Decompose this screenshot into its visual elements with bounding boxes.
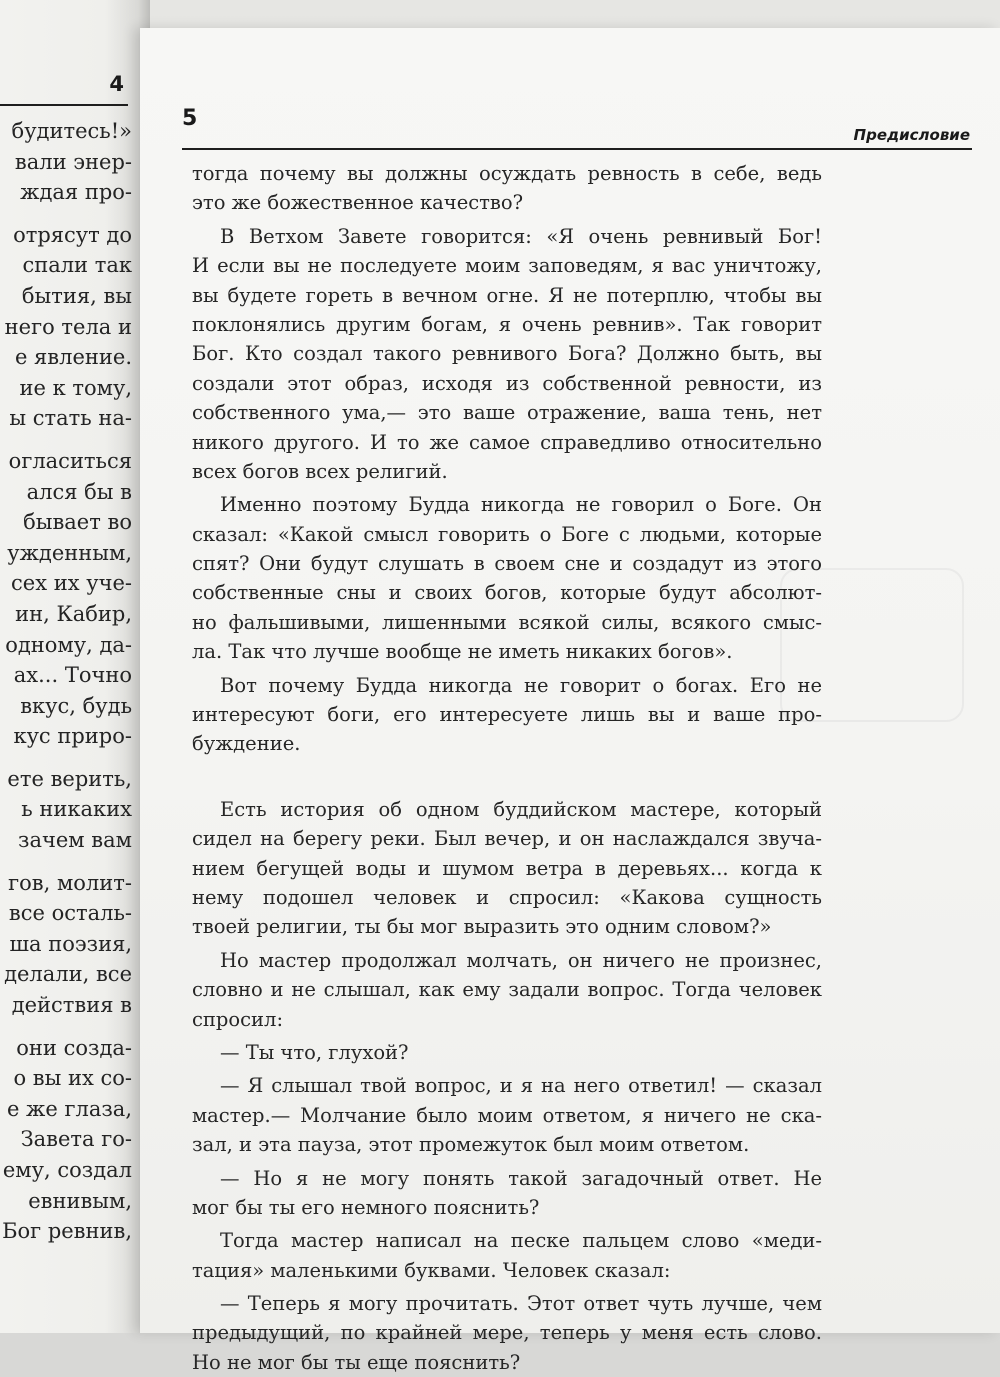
- text-line: словно и не слышал, как ему задали вопрос. Тогда человек: [192, 978, 822, 1002]
- running-head-title: Предисловие: [853, 126, 970, 144]
- text-line: Есть история об одном буддийском мастере, который: [220, 797, 822, 821]
- left-line-gap: [0, 856, 132, 868]
- paragraph: [192, 946, 822, 1034]
- text-line: — Ты что, глухой?: [220, 1040, 409, 1064]
- text-line: — Я слышал твой вопрос, и я на него ответил! — сказал: [220, 1074, 822, 1098]
- text-line: Но мастер продолжал молчать, он ничего не произнес,: [220, 948, 822, 972]
- text-line: поклонялись другим богам, я очень ревнив». Так говорит: [192, 312, 822, 336]
- left-text-line: е же глаза,: [6, 1096, 132, 1121]
- text-line: Именно поэтому Будда никогда не говорил о Боге. Он: [220, 493, 822, 517]
- left-text-line: ался бы в: [26, 479, 132, 504]
- paragraph: [192, 1038, 822, 1067]
- text-line: зал, и эта пауза, этот промежуток был моим ответом.: [192, 1133, 750, 1157]
- text-line: В Ветхом Завете говорится: «Я очень ревнивый Бог!: [220, 224, 822, 248]
- right-page: [140, 28, 1000, 1374]
- left-line-gap: [0, 752, 132, 764]
- text-line: спросил:: [192, 1007, 284, 1031]
- left-text-line: ин, Кабир,: [15, 601, 132, 626]
- text-line: Вот почему Будда никогда не говорит о богах. Его не: [220, 673, 822, 697]
- left-text-line: бывает во: [23, 510, 132, 535]
- left-text-line: ь никаких: [21, 797, 132, 822]
- left-text-line: ша поэзия,: [9, 931, 132, 956]
- left-text-line: отрясут до: [13, 222, 132, 247]
- left-text-line: бытия, вы: [21, 283, 132, 308]
- text-line: вы будете гореть в вечном огне. Я не потерплю, чтобы вы: [192, 283, 822, 307]
- text-line: тогда почему вы должны осуждать ревность в себе, ведь: [192, 162, 822, 185]
- left-page-number: 4: [109, 72, 124, 96]
- left-text-line: е явление.: [14, 345, 132, 370]
- page-body-text: [192, 159, 822, 1377]
- left-text-line: будитесь!»: [11, 119, 132, 143]
- left-line-gap: [0, 434, 132, 446]
- left-text-line: ете верить,: [7, 766, 132, 791]
- left-text-line: огласиться: [8, 448, 132, 473]
- text-line: но фальшивыми, лишенными всякой силы, всякого смыс-: [192, 610, 822, 634]
- text-line: — Но я не могу понять такой загадочный ответ. Не: [220, 1166, 822, 1190]
- left-text-line: ждая про-: [20, 180, 132, 205]
- left-text-line: зачем вам: [18, 828, 132, 853]
- left-text-line: Бог ревнив,: [2, 1219, 132, 1244]
- text-line: буждение.: [192, 732, 301, 756]
- left-text-line: ужденным,: [7, 540, 132, 565]
- left-page: [0, 0, 150, 1333]
- left-text-line: евнивым,: [28, 1188, 132, 1213]
- left-page-text: [0, 116, 132, 1247]
- paragraph: [192, 795, 822, 942]
- left-text-line: ах... Точно: [13, 663, 132, 688]
- text-line: спят? Они будут слушать в своем сне и создадут из этого: [192, 552, 822, 576]
- text-line: Тогда мастер написал на песке пальцем слово «меди-: [220, 1229, 822, 1253]
- text-line: интересуют боги, его интересуете лишь вы и ваше про-: [192, 703, 822, 727]
- text-line: сказал: «Какой смысл говорить о Боге с людьми, которые: [192, 522, 822, 546]
- left-line-gap: [0, 1021, 132, 1033]
- paragraph: [192, 1071, 822, 1159]
- left-text-line: действия в: [11, 993, 132, 1018]
- text-line: это же божественное качество?: [192, 191, 524, 215]
- left-text-line: кус приро-: [13, 724, 132, 749]
- left-header-rule: [0, 104, 128, 106]
- left-text-line: о вы их со-: [13, 1066, 132, 1091]
- right-page-number: 5: [182, 106, 198, 131]
- right-page-header: [182, 100, 972, 150]
- paragraph: [192, 671, 822, 759]
- left-text-line: спали так: [22, 253, 132, 278]
- left-text-line: ы стать на-: [9, 406, 132, 431]
- left-text-line: гов, молит-: [8, 870, 132, 895]
- text-line: И если вы не последуете моим заповедям, я вас уничтожу,: [192, 254, 822, 278]
- paragraph: [192, 490, 822, 666]
- left-text-line: сех их уче-: [11, 571, 132, 596]
- text-line: собственного ума,— это ваше отражение, ваша тень, нет: [192, 401, 822, 425]
- left-text-line: ему, создал: [2, 1158, 132, 1182]
- left-text-line: ие к тому,: [19, 375, 132, 400]
- text-line: всех богов всех религий.: [192, 459, 448, 483]
- left-text-line: делали, все: [4, 962, 132, 987]
- paragraph: [192, 1226, 822, 1285]
- text-line: ла. Так что лучше вообще не иметь никаких богов».: [192, 640, 733, 664]
- paragraph: [192, 222, 822, 487]
- left-page-header: [0, 50, 128, 106]
- left-text-line: одному, да-: [5, 632, 132, 657]
- text-line: никого другого. И то же самое справедливо относительно: [192, 430, 822, 454]
- left-text-line: Завета го-: [20, 1127, 132, 1152]
- text-line: собственные сны и своих богов, которые будут абсолют-: [192, 581, 822, 605]
- text-line: мастер.— Молчание было моим ответом, я ничего не ска-: [192, 1103, 822, 1127]
- paragraph: [192, 1164, 822, 1223]
- text-line: создали этот образ, исходя из собственной ревности, из: [192, 371, 822, 395]
- section-break: [192, 759, 822, 795]
- text-line: мог бы ты его немного пояснить?: [192, 1195, 540, 1219]
- text-line: предыдущий, по крайней мере, теперь у меня есть слово.: [192, 1321, 822, 1345]
- left-text-line: все осталь-: [8, 901, 132, 926]
- left-text-line: вали энер-: [14, 149, 132, 174]
- text-line: Но не мог бы ты еще пояснить?: [192, 1350, 521, 1374]
- paragraph: [192, 1289, 822, 1377]
- left-line-gap: [0, 208, 132, 220]
- text-line: тация» маленькими буквами. Человек сказал:: [192, 1258, 671, 1282]
- text-line: нием бегущей воды и шумом ветра в деревьях... когда к: [192, 856, 822, 880]
- right-header-rule: [182, 148, 972, 150]
- left-text-line: они созда-: [16, 1035, 132, 1060]
- left-text-line: вкус, будь: [20, 693, 132, 718]
- text-line: Бог. Кто создал такого ревнивого Бога? Должно быть, вы: [192, 342, 822, 366]
- text-line: нему подошел человек и спросил: «Какова сущность: [192, 885, 822, 909]
- text-line: сидел на берегу реки. Был вечер, и он наслаждался звуча-: [192, 827, 822, 851]
- left-text-line: него тела и: [4, 314, 132, 339]
- text-line: твоей религии, ты бы мог выразить это одним словом?»: [192, 915, 772, 939]
- text-line: — Теперь я могу прочитать. Этот ответ чуть лучше, чем: [220, 1292, 822, 1316]
- paragraph: [192, 159, 822, 218]
